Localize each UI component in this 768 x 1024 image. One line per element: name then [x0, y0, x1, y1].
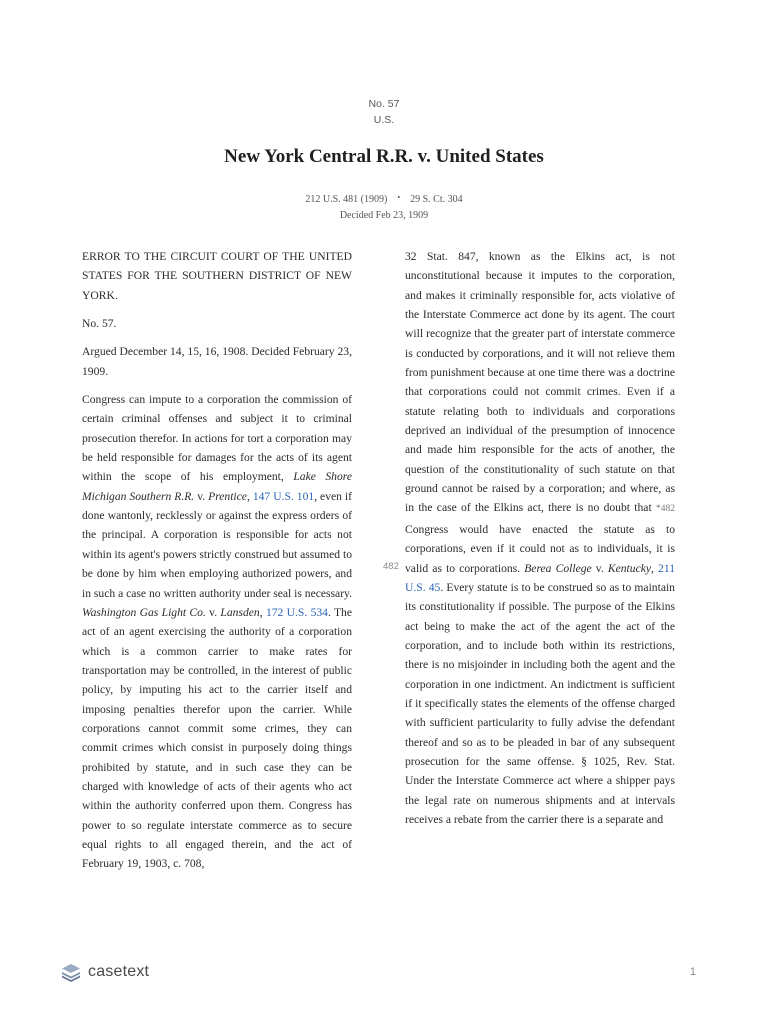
left-column [82, 247, 352, 874]
footer-logo[interactable] [60, 961, 149, 983]
right-column [405, 247, 675, 829]
docket-number: No. 57. [82, 317, 117, 331]
case-name: Lake Shore Michigan Southern R.R. [82, 470, 352, 503]
citation-us: 212 U.S. 481 (1909) [305, 194, 388, 205]
case-name: Prentice [208, 489, 247, 503]
dot-separator-icon: • [397, 193, 401, 202]
star-page-marker: *482 [656, 504, 675, 515]
citation-sct: 29 S. Ct. 304 [410, 194, 463, 205]
case-name: Kentucky [607, 561, 652, 575]
citation-link-147-us-101[interactable]: 147 U.S. 101 [252, 489, 315, 503]
citation-link-172-us-534[interactable]: 172 U.S. 534 [265, 605, 328, 619]
case-number-block [0, 96, 768, 128]
argued-decided: Argued December 14, 15, 16, 1908. Decided February 23, 1909. [82, 345, 352, 378]
case-title: New York Central R.R. v. United States [224, 146, 544, 167]
decided-date: Decided Feb 23, 1909 [339, 210, 429, 221]
citations-block [0, 190, 768, 224]
casetext-wordmark: casetext [88, 963, 150, 980]
error-heading: ERROR TO THE CIRCUIT COURT OF THE UNITED STATES FOR THE SOUTHERN DISTRICT OF NEW YORK. [82, 250, 352, 302]
syllabus-continued: 32 Stat. 847, known as the Elkins act, is not unconstitutional because it imputes to the corporation, and makes it criminally responsible for, acts violative of the Interstate Commerce act done by its agent. The court will recognize that the greater part of interstate commerce is conducted by corporations, and it will not relieve them from punishment because at one time there was a doctrine that corporations could not commit crimes. Even if a statute relating both to individuals and corporations deprived an individual of the presumption of innocence and made him responsible for the acts of another, the question of the constitutionality of such statute on that ground cannot be raised by a corporation; and where, as in the case of the Elkins act, there is no doubt that *482 Congress would have enacted the statute as to corporations, even if it could not as to individuals, it is valid as to corporations. Berea College v. Kentucky, 211 U.S. 45. Every statute is to be construed so as to maintain its constitutionality if possible. The purpose of the Elkins act being to make the act of the agent the act of the corporation, and to include both within its restrictions, there is no misjoinder in including both the agent and the corporation in one indictment. An indictment is sufficient if it specifically states the elements of the offense charged with sufficient particularity to fully advise the defendant thereof and so as to be pleaded in bar of any subsequent prosecution for the same offense. § 1025, Rev. Stat. Under the Interstate Commerce act where a shipper pays the legal rate on numerous shipments and at intervals receives a rebate from the carrier there is a separate and [405, 250, 676, 826]
margin-page-number: 482 [383, 561, 399, 572]
casetext-stack-icon [60, 961, 82, 983]
case-name: Lansden [220, 605, 260, 619]
case-name: Washington Gas Light Co. [82, 605, 206, 619]
court-name: U.S. [373, 114, 395, 126]
case-name: Berea College [524, 561, 592, 575]
syllabus-paragraph: Congress can impute to a corporation the commission of certain criminal offenses and subject it to criminal prosecution therefor. In actions for tort a corporation may be held responsible for damages for the acts of its agent within the scope of his employment, Lake Shore Michigan Southern R.R. v. Prentice, 147 U.S. 101, even if done wantonly, recklessly or against the express orders of the principal. A corporation is responsible for acts not within its agent's powers strictly construed but assumed to be done by him when employing authorized powers, and in such a case no written authority under seal is necessary. Washington Gas Light Co. v. Lansden, 172 U.S. 534. The act of an agent exercising the authority of a corporation which is a common carrier to make rates for transportation may be controlled, in the interest of public policy, by imputing his act to the carrier itself and imposing penalties therefor upon the carrier. While corporations cannot commit some crimes, they can commit crimes which consist in purposely doing things prohibited by statute, and in such case they can be charged with knowledge of acts of their agents who act within the authority conferred upon them. Congress has power to so regulate interstate commerce as to secure equal rights to all engaged therein, and the act of February 19, 1903, c. 708, [82, 393, 353, 871]
page-number: 1 [689, 966, 696, 978]
case-number: No. 57 [368, 98, 400, 110]
citation-link-211-us-45[interactable]: 211 U.S. 45 [405, 561, 676, 594]
